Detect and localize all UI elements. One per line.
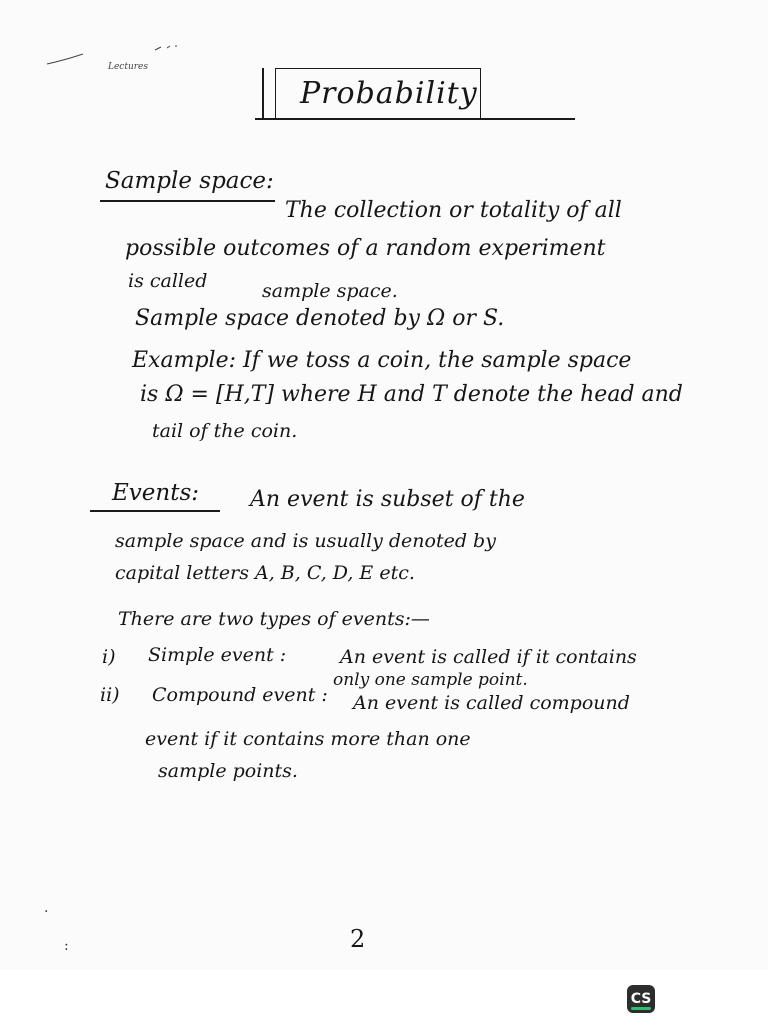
events-heading: Events: <box>112 480 200 506</box>
sample-space-underline <box>100 200 275 202</box>
margin-note: Lectures <box>108 62 149 72</box>
title-box-base-rule <box>255 118 575 120</box>
example-line-2: is Ω = [H,T] where H and T denote the head and <box>140 382 683 407</box>
events-line-2: sample space and is usually denoted by <box>115 530 496 552</box>
simple-event-desc-2: only one sample point. <box>333 670 528 690</box>
compound-event-desc: An event is called compound <box>353 692 630 714</box>
events-underline <box>90 510 220 512</box>
compound-event-desc-3: sample points. <box>158 760 298 782</box>
sample-space-definition: Sample space denoted by Ω or S. <box>135 306 505 331</box>
sample-space-line-4: sample space. <box>262 280 398 302</box>
events-line-3: capital letters A, B, C, D, E etc. <box>115 562 415 584</box>
title-box-left-rule <box>262 68 264 120</box>
compound-event-marker: ii) <box>100 684 120 706</box>
simple-event-desc: An event is called if it contains <box>340 646 637 668</box>
compound-event-term: Compound event : <box>152 684 328 706</box>
sample-space-heading: Sample space: <box>105 168 274 194</box>
events-line-4: There are two types of events:— <box>118 608 430 630</box>
margin-scribble <box>45 40 195 80</box>
camscanner-logo: CS <box>627 985 655 1013</box>
page-title: Probability <box>300 76 478 111</box>
stray-mark: : <box>64 938 69 954</box>
example-line-3: tail of the coin. <box>152 420 298 442</box>
stray-dot: · <box>44 904 49 920</box>
sample-space-line-3: is called <box>128 270 208 292</box>
simple-event-term: Simple event : <box>148 644 287 666</box>
sample-space-line-2: possible outcomes of a random experiment <box>125 236 606 261</box>
simple-event-marker: i) <box>102 646 116 668</box>
page-number: 2 <box>350 925 366 953</box>
events-line-1: An event is subset of the <box>250 487 525 512</box>
compound-event-desc-2: event if it contains more than one <box>145 728 471 750</box>
example-line-1: Example: If we toss a coin, the sample space <box>132 348 632 373</box>
sample-space-line-1: The collection or totality of all <box>285 198 622 223</box>
